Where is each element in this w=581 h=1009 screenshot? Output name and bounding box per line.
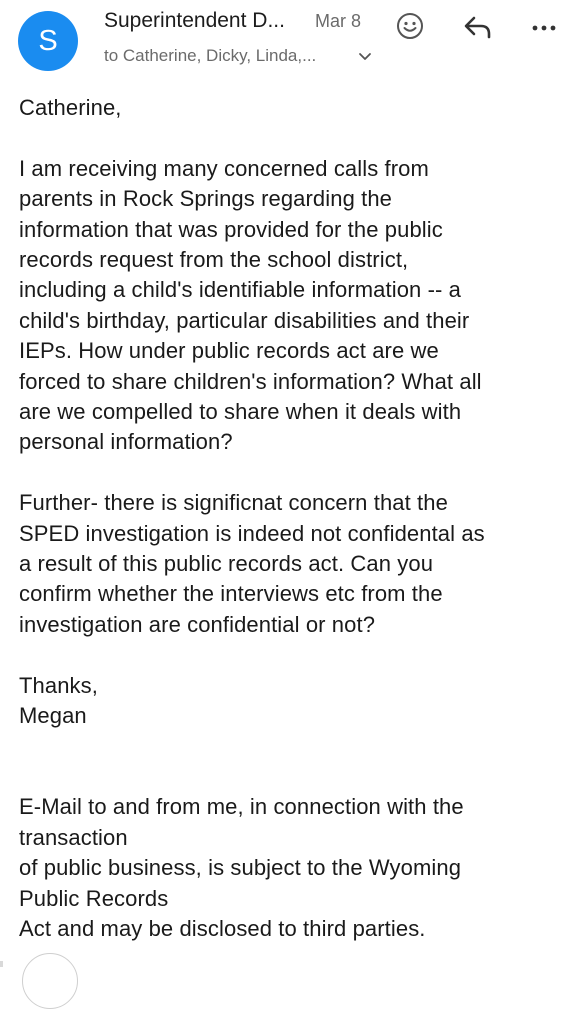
recipients-line[interactable]: to Catherine, Dicky, Linda,... [104, 46, 317, 65]
sender-name[interactable]: Superintendent D... [104, 9, 285, 32]
reply-button[interactable] [460, 9, 494, 43]
more-options-button[interactable] [527, 9, 561, 43]
disclaimer: E-Mail to and from me, in connection with the transaction of public business, is subject to the Wyoming Public Records Act and may be disclosed to third parties. [19, 794, 464, 942]
message-header [0, 0, 581, 80]
spacer [19, 640, 564, 670]
emoji-reaction-button[interactable] [393, 9, 427, 43]
more-horizontal-icon [529, 11, 559, 41]
avatar-initial: S [38, 24, 58, 57]
spacer [19, 731, 564, 792]
sender-avatar[interactable] [18, 11, 78, 71]
body-paragraph-1: I am receiving many concerned calls from parents in Rock Springs regarding the information that was provided for the public records request from the school district, including a child's identifiable information -- a child's birthday, particular disabilities and their IEPs. How under public records act are we forced to share children's information? What all are we compelled to share when it deals with personal information? [19, 155, 482, 455]
bottom-avatar-circle[interactable] [22, 953, 78, 1009]
smiley-face-icon [395, 11, 425, 41]
body-paragraph-2: Further- there is significnat concern that the SPED investigation is indeed not confidental as a result of this public records act. Can you confirm whether the interviews etc from the investigation are confidential or not? [19, 490, 485, 637]
message-date: Mar 8 [315, 11, 362, 31]
chevron-down-icon[interactable] [358, 46, 372, 66]
reply-arrow-icon [461, 11, 493, 41]
greeting: Catherine, [19, 95, 122, 120]
signature: Megan [19, 703, 87, 729]
edge-marker [0, 961, 3, 967]
signoff: Thanks, [19, 672, 98, 698]
spacer [19, 123, 564, 153]
message-body [19, 93, 564, 945]
spacer [19, 458, 564, 488]
